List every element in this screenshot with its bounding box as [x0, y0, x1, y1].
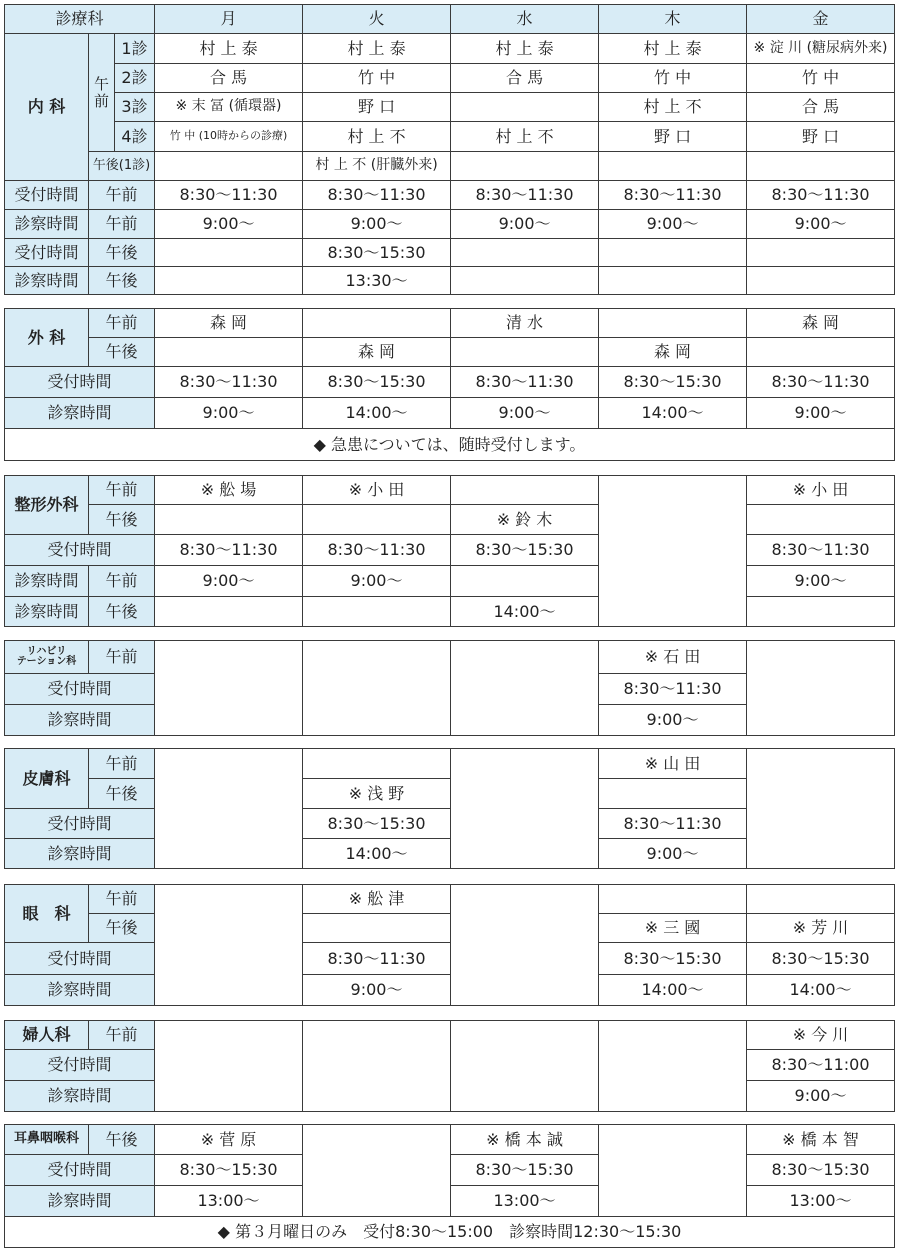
cell: 8:30〜11:30: [303, 181, 451, 210]
empty-cell: [303, 641, 451, 736]
naika-gozen: 午 前: [89, 34, 115, 152]
empty-cell: [303, 1125, 451, 1217]
time-label: 診察時間: [5, 839, 155, 869]
cell: 野 口: [599, 122, 747, 152]
time-label: 受付時間: [5, 535, 155, 566]
slot-label: 2診: [115, 64, 155, 93]
time-label: 診察時間: [5, 1186, 155, 1217]
empty-cell: [599, 1125, 747, 1217]
period-label: 午前: [89, 566, 155, 597]
cell: 村 上 不: [599, 93, 747, 122]
hifu-name: 皮膚科: [5, 749, 89, 809]
cell: [747, 597, 895, 627]
empty-cell: [451, 749, 599, 869]
cell: 8:30〜15:30: [747, 943, 895, 975]
cell: 村 上 不: [303, 122, 451, 152]
cell: 14:00〜: [599, 975, 747, 1006]
time-label: 受付時間: [5, 239, 89, 267]
naika-table: [4, 4, 895, 295]
cell: 村 上 不: [451, 122, 599, 152]
cell: 13:30〜: [303, 267, 451, 295]
cell: 8:30〜11:30: [747, 181, 895, 210]
cell: 8:30〜11:30: [747, 535, 895, 566]
cell: [599, 309, 747, 338]
empty-cell: [451, 1021, 599, 1112]
period-label: 午後: [89, 267, 155, 295]
cell: 8:30〜11:30: [599, 674, 747, 705]
geka-name: 外 科: [5, 309, 89, 367]
cell: 村 上 泰: [303, 34, 451, 64]
cell: [155, 152, 303, 181]
empty-cell: [155, 641, 303, 736]
time-label: 受付時間: [5, 367, 155, 398]
cell: ※ 芳 川: [747, 914, 895, 943]
header-thu: 木: [599, 5, 747, 34]
cell: ※ 舩 津: [303, 885, 451, 914]
fujin-name: 婦人科: [5, 1021, 89, 1050]
header-mon: 月: [155, 5, 303, 34]
cell: 8:30〜11:30: [303, 535, 451, 566]
cell: 8:30〜15:30: [599, 367, 747, 398]
cell: 8:30〜15:30: [451, 1155, 599, 1186]
reha-name-line2: テーション科: [16, 656, 77, 667]
cell: 9:00〜: [303, 566, 451, 597]
cell: [599, 779, 747, 809]
cell: 9:00〜: [451, 210, 599, 239]
cell: [155, 597, 303, 627]
cell: [451, 239, 599, 267]
cell: 14:00〜: [599, 398, 747, 429]
period-label: 午前: [89, 885, 155, 914]
cell: ※ 小 田: [303, 476, 451, 505]
time-label: 診察時間: [5, 267, 89, 295]
cell: 9:00〜: [451, 398, 599, 429]
cell: 合 馬: [747, 93, 895, 122]
cell: 森 岡: [303, 338, 451, 367]
cell: ※ 橋 本 智: [747, 1125, 895, 1155]
cell: 9:00〜: [747, 1081, 895, 1112]
period-label: 午前: [89, 1021, 155, 1050]
cell: 14:00〜: [451, 597, 599, 627]
cell: [451, 476, 599, 505]
cell: ※ 三 國: [599, 914, 747, 943]
cell: [747, 239, 895, 267]
ganka-table: [4, 884, 895, 1006]
cell: [747, 267, 895, 295]
cell: [155, 505, 303, 535]
period-label: 午後: [89, 914, 155, 943]
cell: 8:30〜15:30: [599, 943, 747, 975]
cell: [451, 152, 599, 181]
cell: 村 上 泰: [155, 34, 303, 64]
empty-cell: [303, 1021, 451, 1112]
cell: ※ 石 田: [599, 641, 747, 674]
cell: ※ 小 田: [747, 476, 895, 505]
period-label: 午後: [89, 239, 155, 267]
cell: 清 水: [451, 309, 599, 338]
cell: ※ 鈴 木: [451, 505, 599, 535]
period-label: 午前: [89, 181, 155, 210]
cell: 13:00〜: [155, 1186, 303, 1217]
cell: 8:30〜11:30: [155, 367, 303, 398]
reha-name-line1: リハビリ: [26, 645, 67, 657]
period-label: 午前: [89, 641, 155, 674]
cell: 13:00〜: [451, 1186, 599, 1217]
empty-cell: [599, 1021, 747, 1112]
cell: [747, 885, 895, 914]
cell: 8:30〜11:30: [747, 367, 895, 398]
cell: [303, 914, 451, 943]
cell: [155, 267, 303, 295]
time-label: 診察時間: [5, 1081, 155, 1112]
time-label: 診察時間: [5, 705, 155, 736]
cell: 竹 中: [303, 64, 451, 93]
header-wed: 水: [451, 5, 599, 34]
cell: 森 岡: [155, 309, 303, 338]
cell: 9:00〜: [747, 210, 895, 239]
cell: 14:00〜: [303, 398, 451, 429]
empty-cell: [155, 1021, 303, 1112]
cell: 8:30〜11:30: [155, 535, 303, 566]
time-label: 受付時間: [5, 674, 155, 705]
jibi-table: [4, 1124, 895, 1248]
empty-cell: [747, 641, 895, 736]
cell: 合 馬: [451, 64, 599, 93]
naika-name: 内 科: [5, 34, 89, 181]
cell: 9:00〜: [303, 210, 451, 239]
cell: 9:00〜: [155, 210, 303, 239]
cell: ※ 橋 本 誠: [451, 1125, 599, 1155]
cell: ※ 菅 原: [155, 1125, 303, 1155]
seikei-thu-empty: [599, 476, 747, 627]
empty-cell: [155, 885, 303, 1006]
cell: [303, 749, 451, 779]
cell: 8:30〜15:30: [303, 809, 451, 839]
cell: 森 岡: [747, 309, 895, 338]
cell: [451, 338, 599, 367]
cell: 竹 中 (10時からの診療): [155, 122, 303, 152]
time-label: 診察時間: [5, 597, 89, 627]
cell: 8:30〜15:30: [451, 535, 599, 566]
cell: 9:00〜: [155, 566, 303, 597]
cell: 8:30〜11:30: [599, 809, 747, 839]
cell: [599, 152, 747, 181]
cell: [451, 93, 599, 122]
time-label: 診察時間: [5, 398, 155, 429]
cell: [747, 338, 895, 367]
cell: [451, 267, 599, 295]
cell: 8:30〜15:30: [303, 367, 451, 398]
empty-cell: [451, 885, 599, 1006]
cell: [599, 885, 747, 914]
slot-label: 4診: [115, 122, 155, 152]
header-tue: 火: [303, 5, 451, 34]
period-label: 午後: [89, 779, 155, 809]
cell: 8:30〜11:30: [451, 367, 599, 398]
time-label: 診察時間: [5, 210, 89, 239]
seikei-name: 整形外科: [5, 476, 89, 535]
cell: 8:30〜11:00: [747, 1050, 895, 1081]
cell: [747, 505, 895, 535]
cell: 8:30〜11:30: [451, 181, 599, 210]
cell: 8:30〜15:30: [155, 1155, 303, 1186]
time-label: 受付時間: [5, 809, 155, 839]
cell: 9:00〜: [747, 398, 895, 429]
cell: 9:00〜: [599, 210, 747, 239]
period-label: 午前: [89, 476, 155, 505]
cell: 8:30〜11:30: [155, 181, 303, 210]
seikei-table: [4, 475, 895, 627]
cell: [303, 597, 451, 627]
cell: 8:30〜11:30: [303, 943, 451, 975]
period-label: 午後: [89, 597, 155, 627]
cell: ※ 末 冨 (循環器): [155, 93, 303, 122]
cell: 9:00〜: [599, 839, 747, 869]
cell: [451, 566, 599, 597]
cell: ※ 今 川: [747, 1021, 895, 1050]
cell: 8:30〜11:30: [599, 181, 747, 210]
empty-cell: [451, 641, 599, 736]
time-label: 受付時間: [5, 181, 89, 210]
cell: 8:30〜15:30: [303, 239, 451, 267]
time-label: 受付時間: [5, 1050, 155, 1081]
cell: ※ 山 田: [599, 749, 747, 779]
cell: 森 岡: [599, 338, 747, 367]
naika-gogo-label: 午後(1診): [89, 152, 155, 181]
cell: 野 口: [747, 122, 895, 152]
period-label: 午後: [89, 505, 155, 535]
fujin-table: [4, 1020, 895, 1112]
cell: [599, 267, 747, 295]
cell: 9:00〜: [599, 705, 747, 736]
reha-table: [4, 640, 895, 736]
cell: 14:00〜: [303, 839, 451, 869]
time-label: 診察時間: [5, 566, 89, 597]
cell: 村 上 泰: [599, 34, 747, 64]
header-fri: 金: [747, 5, 895, 34]
cell: 9:00〜: [155, 398, 303, 429]
cell: 9:00〜: [303, 975, 451, 1006]
header-dept: 診療科: [5, 5, 155, 34]
period-label: 午後: [89, 338, 155, 367]
jibi-name: 耳鼻咽喉科: [5, 1125, 89, 1155]
hifu-table: [4, 748, 895, 869]
geka-table: [4, 308, 895, 461]
slot-label: 3診: [115, 93, 155, 122]
cell: ※ 舩 場: [155, 476, 303, 505]
period-label: 午前: [89, 749, 155, 779]
cell: 8:30〜15:30: [747, 1155, 895, 1186]
reha-name: [5, 641, 89, 674]
cell: ※ 浅 野: [303, 779, 451, 809]
period-label: 午後: [89, 1125, 155, 1155]
slot-label: 1診: [115, 34, 155, 64]
cell: 竹 中: [747, 64, 895, 93]
cell: 14:00〜: [747, 975, 895, 1006]
empty-cell: [155, 749, 303, 869]
cell: [303, 309, 451, 338]
ganka-name: 眼 科: [5, 885, 89, 943]
cell: [599, 239, 747, 267]
cell: ※ 淀 川 (糖尿病外来): [747, 34, 895, 64]
cell: 9:00〜: [747, 566, 895, 597]
time-label: 受付時間: [5, 1155, 155, 1186]
empty-cell: [747, 749, 895, 869]
jibi-note: ◆ 第３月曜日のみ 受付8:30〜15:00 診察時間12:30〜15:30: [5, 1217, 895, 1248]
period-label: 午前: [89, 210, 155, 239]
time-label: 受付時間: [5, 943, 155, 975]
cell: 竹 中: [599, 64, 747, 93]
cell: [155, 338, 303, 367]
geka-note: ◆ 急患については、随時受付します。: [5, 429, 895, 461]
cell: 13:00〜: [747, 1186, 895, 1217]
cell: 村 上 不 (肝臓外来): [303, 152, 451, 181]
cell: [155, 239, 303, 267]
cell: [747, 152, 895, 181]
time-label: 診察時間: [5, 975, 155, 1006]
period-label: 午前: [89, 309, 155, 338]
cell: [303, 505, 451, 535]
cell: 野 口: [303, 93, 451, 122]
cell: 村 上 泰: [451, 34, 599, 64]
cell: 合 馬: [155, 64, 303, 93]
